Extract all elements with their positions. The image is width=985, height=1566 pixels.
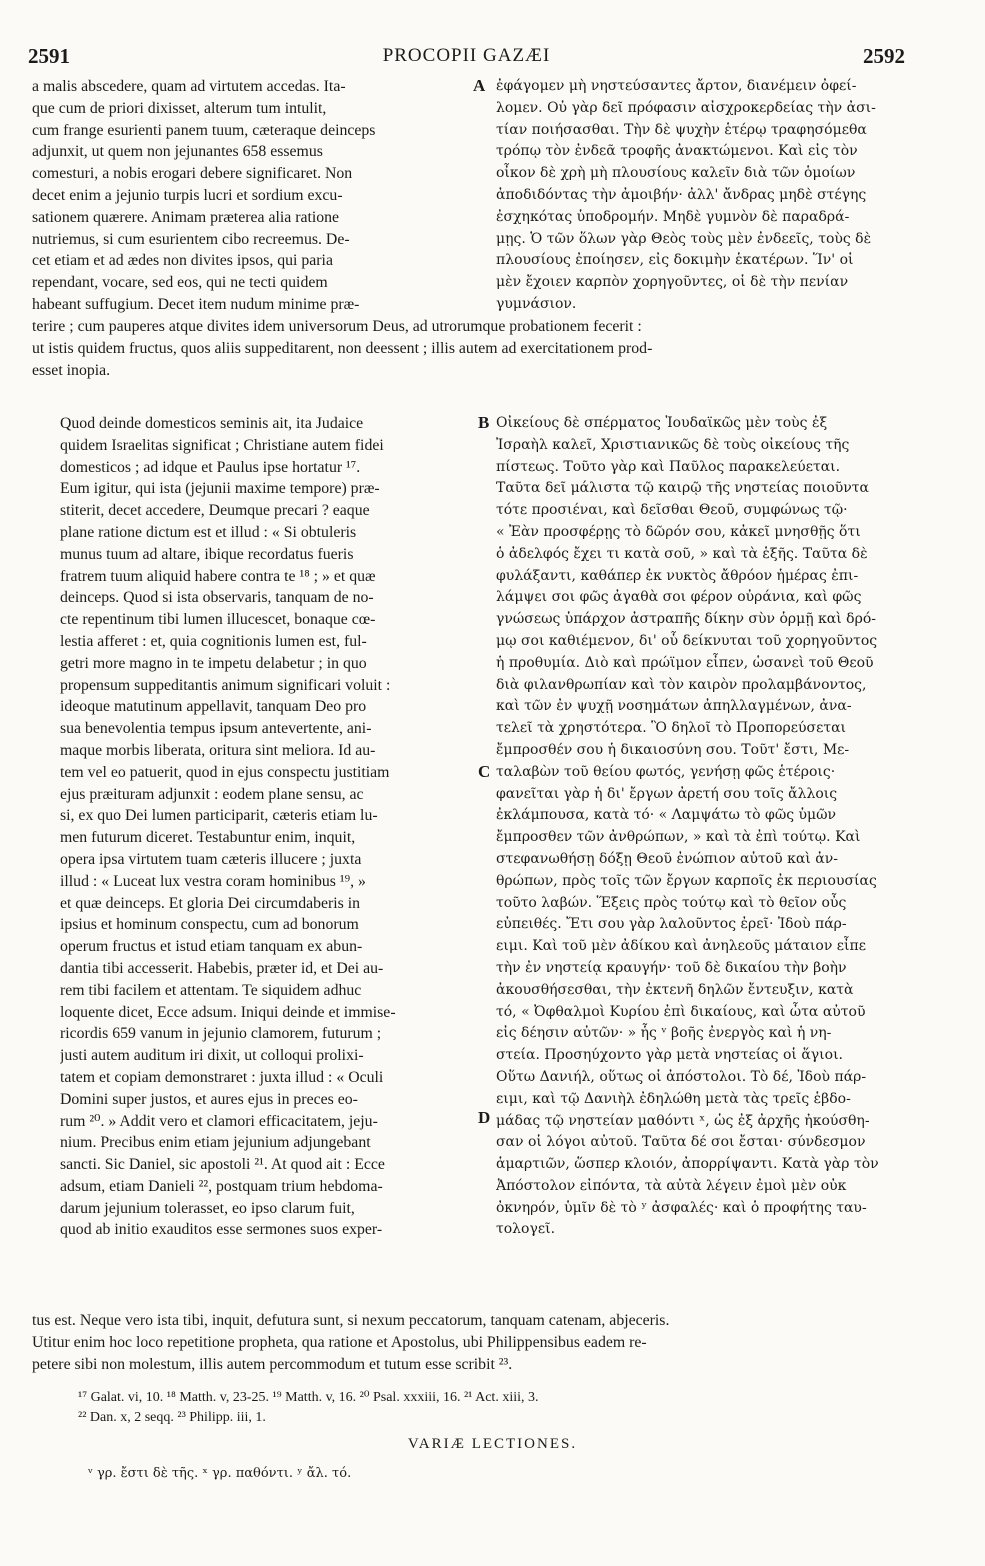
latin-line: ipsius et hominum conspectu, cum ad bonorum (60, 916, 359, 934)
greek-line: « Ἐὰν προσφέρῃς τὸ δῶρόν σου, κἀκεῖ μνησθῇς ὅτι (496, 523, 861, 540)
latin-full-width-upper (32, 316, 905, 381)
greek-line: ἀποδιδόντας τὴν ἀμοιβήν· ἀλλ' ἄνδρας μηδὲ στέγης (496, 186, 867, 203)
greek-line: Οὕτω Δανιήλ, οὕτως οἱ ἀπόστολοι. Τὸ δέ, Ἰδοὺ πάρ- (496, 1068, 867, 1085)
page-number-right: 2592 (863, 44, 905, 68)
running-title: PROCOPII GAZÆI (382, 45, 551, 66)
greek-line: τρόπῳ τὸν ἐνδεᾶ τροφῆς ἀνακτώμενοι. Καὶ εἰς τὸν (496, 143, 858, 160)
column-marker-b: B (478, 413, 490, 432)
greek-line: φανεῖται γὰρ ἡ δι' ἔργων ἀρετή σου τοῖς ἄλλοις (496, 785, 838, 802)
column-marker-a: A (473, 76, 486, 95)
latin-line: rem tibi facilem et attentam. Te siquidem adhuc (60, 981, 362, 999)
greek-line: στεφανωθήσῃ δόξῃ Θεοῦ ἐνώπιον αὐτοῦ καὶ ἀν- (496, 850, 838, 867)
greek-line: γυμνάσιον. (496, 295, 577, 312)
variae-lectiones-title: VARIÆ LECTIONES. (407, 1436, 578, 1452)
greek-line: μῳ σοι καθιέμενον, δι' οὗ δείκνυται τοῦ χορηγοῦντος (496, 632, 878, 649)
page-header (28, 44, 905, 68)
latin-line: adsum, etiam Danieli ²², postquam trium hebdoma- (60, 1177, 383, 1195)
latin-line: illud : « Luceat lux vestra coram hominibus ¹⁹, » (60, 872, 366, 890)
greek-line: οἶκον δὲ χρὴ μὴ πλουσίους καλεῖν διὰ τῶν ὁμοίων (496, 165, 856, 182)
variae-lectiones: ᵛ γρ. ἔστι δὲ τῆς. ˣ γρ. παθόντι. ʸ ἄλ. τό. (88, 1466, 352, 1481)
greek-line: ἔμπροσθεν τῶν ἀνθρώπων, » καὶ τὰ ἐπὶ τούτῳ. Καὶ (496, 829, 861, 846)
greek-line: τό, « Ὀφθαλμοὶ Κυρίου ἐπὶ δικαίους, καὶ ὦτα αὐτοῦ (496, 1003, 866, 1020)
latin-line: petere sibi non molestum, illis autem percommodum et tutum esse scribit ²³. (32, 1355, 513, 1373)
greek-line: ὁ ἀδελφός ἔχει τι κατὰ σοῦ, » καὶ τὰ ἑξῆς. Ταῦτα δὲ (496, 545, 868, 562)
latin-line: ideoque matutinum appellavit, tanquam Deo pro (60, 698, 367, 716)
latin-line: adjunxit, ut quem non jejunantes 658 essemus (32, 143, 323, 161)
latin-line: deinceps. Quod si ista observaris, tanquam de no- (60, 589, 374, 607)
greek-line: πλουσίους ἐποίησεν, εἰς δοκιμὴν ἑκατέρων. Ἵν' οἱ (496, 252, 854, 269)
latin-line: quidem Israelitas significat ; Christiane autem fidei (60, 436, 384, 454)
greek-line: ὀκνηρόν, ὑμῖν δὲ τὸ ʸ ἀσφαλές· καὶ ὁ προφήτης ταυ- (496, 1199, 867, 1216)
greek-line: σαν οἱ λόγοι αὐτοῦ. Ταῦτα δέ σοι ἔσται· σύνδεσμον (496, 1134, 866, 1151)
latin-line: esset inopia. (32, 361, 111, 379)
latin-line: ut istis quidem fructus, quos aliis suppeditarent, non deessent ; illis autem ad exercitationem prod- (32, 339, 653, 357)
greek-line: φυλάξαντι, καθάπερ ἐκ νυκτὸς ἄθρόον ἡμέρας ἐπι- (496, 567, 859, 584)
greek-line: τίαν ποιήσασθαι. Τὴν δὲ ψυχὴν ἑτέρῳ τραφησόμεθα (496, 121, 867, 138)
greek-line: λομεν. Οὐ γὰρ δεῖ πρόφασιν αἰσχροκερδείας τὴν ἀσι- (496, 99, 876, 116)
greek-line: ἡ προθυμία. Διὸ καὶ πρώϊμον εἶπεν, ὡσανεὶ τοῦ Θεοῦ (496, 654, 874, 671)
latin-line: plane ratione dictum est et illud : « Si obtuleris (60, 523, 357, 541)
latin-line: munus tuum ad altare, ibique recordatus fueris (60, 545, 354, 563)
column-marker-c: C (478, 762, 491, 781)
greek-line: ἐφάγομεν μὴ νηστεύσαντες ἄρτον, διανέμειν ὀφεί- (496, 78, 857, 94)
greek-line: Ταῦτα δεῖ μάλιστα τῷ καιρῷ τῆς νηστείας ποιοῦντα (496, 480, 869, 497)
latin-line: ejus præituram adjunxit : eodem plane sensu, ac (60, 785, 364, 803)
greek-line: εὐπειθές. Ἔτι σου γὰρ λαλοῦντος ἐρεῖ· Ἰδοὺ πάρ- (496, 916, 847, 933)
greek-line: καὶ τῶν ἐν ψυχῇ νοσημάτων ἀπηλλαγμένων, ἀνα- (496, 698, 852, 715)
latin-line: cte repentinum tibi lumen illucescet, bonaque cœ- (60, 611, 376, 629)
greek-line: μῃς. Ὁ τῶν ὅλων γὰρ Θεὸς τοὺς μὲν ἐνδεεῖς, τοὺς δὲ (496, 230, 872, 247)
latin-full-width-lower (32, 1310, 905, 1375)
greek-line: Ἰσραὴλ καλεῖ, Χριστιανικῶς δὲ τοὺς οἰκείους τῆς (496, 436, 850, 453)
latin-line: habeant suffugium. Decet item nudum minime præ- (32, 295, 360, 313)
greek-column-upper (496, 76, 906, 316)
greek-line: μὲν ἔχοιεν καρπὸν χορηγοῦντες, οἱ δὲ τὴν πενίαν (496, 274, 849, 291)
latin-line: comesturi, a nobis erogari debere significaret. Non (32, 165, 353, 183)
latin-line: rum ²⁰. » Addit vero et clamori efficacitatem, jeju- (60, 1112, 378, 1130)
latin-line: tem vel eo patuerit, quod in ejus conspectu justitiam (60, 763, 390, 781)
column-marker-d: D (478, 1108, 491, 1127)
latin-column-main (60, 413, 470, 1241)
latin-line: maque morbis liberata, oritura sint meliora. Id au- (60, 741, 376, 759)
latin-line: domesticos ; ad idque et Paulus ipse hortatur ¹⁷. (60, 458, 361, 476)
latin-line: loquente dicet, Ecce adsum. Iniqui deinde et immise- (60, 1003, 396, 1021)
latin-line: sancti. Sic Daniel, sic apostoli ²¹. At quod ait : Ecce (60, 1156, 385, 1174)
greek-line: τὴν ἐν νηστείᾳ κραυγήν· τοῦ δὲ δικαίου τὴν βοὴν (496, 959, 847, 976)
latin-line: rependant, vocare, sed eos, qui ne tecti quidem (32, 274, 328, 292)
latin-line: nium. Precibus enim etiam jejunium adjungebant (60, 1134, 371, 1152)
greek-line: τοῦτο λαβών. Ἕξεις πρὸς τούτῳ καὶ τὸ θεῖον οὖς (496, 894, 847, 911)
greek-line: θρώπων, πρὸς τοῖς τῶν ἔργων καρποῖς ἐκ περιουσίας (496, 872, 877, 889)
greek-line: Ἀπόστολον εἰπόντα, τὰ αὐτὰ λέγειν ἐμοὶ μὲν οὐκ (496, 1177, 847, 1194)
greek-line: εἰς δέησιν αὐτῶν· » ἧς ᵛ βοῆς ἐνεργὸς καὶ ἡ νη- (496, 1025, 832, 1042)
latin-line: que cum de priori dixisset, alterum tum intulit, (32, 99, 327, 117)
greek-line: τότε προσιέναι, καὶ δεῖσθαι Θεοῦ, συμφώνως τῷ· (496, 502, 848, 519)
greek-line: ἁμαρτιῶν, ὥσπερ κλοιόν, ἀπορρίψαντι. Κατὰ γὰρ τὸν (496, 1156, 879, 1173)
greek-line: ἐσχηκότας ὑποδρομήν. Μηδὲ γυμνὸν δὲ παραδρά- (496, 208, 850, 225)
greek-line: ειμι, καὶ τῷ Δανιὴλ ἐδηλώθη μετὰ τὰς τρεῖς ἑβδο- (496, 1090, 851, 1107)
latin-line: men futurum diceret. Testabuntur enim, inquit, (60, 829, 356, 847)
greek-column-main (496, 413, 908, 1241)
greek-line: Οἰκείους δὲ σπέρματος Ἰουδαϊκῶς μὲν τοὺς ἐξ (496, 415, 828, 431)
latin-line: justi autem auditum iri dixit, ut colloqui prolixi- (60, 1047, 364, 1065)
page-number-left: 2591 (28, 44, 70, 68)
greek-line: ἔμπροσθέν σου ἡ δικαιοσύνη σου. Τοῦτ' ἔστι, Με- (496, 741, 850, 758)
latin-line: propensum suppeditantis animum significari voluit : (60, 676, 391, 694)
latin-line: sationem quærere. Animam præterea alia ratione (32, 208, 340, 226)
latin-line: stiterit, decet accedere, Deumque precari ? eaque (60, 502, 370, 520)
greek-line: ειμι. Καὶ τοῦ μὲν ἀδίκου καὶ ἀνηλεοῦς μάταιον εἶπε (496, 938, 866, 955)
latin-line: a malis abscedere, quam ad virtutem accedas. Ita- (32, 78, 346, 95)
greek-line: διὰ φιλανθρωπίαν καὶ τὸν καιρὸν προλαμβάνοντος, (496, 676, 867, 693)
greek-line: πίστεως. Τοῦτο γὰρ καὶ Παῦλος παρακελεύεται. (496, 458, 841, 475)
footnotes (78, 1388, 905, 1428)
latin-column-upper (32, 76, 468, 316)
greek-line: ἐκλάμπουσα, κατὰ τό· « Λαμψάτω τὸ φῶς ὑμῶν (496, 807, 837, 824)
greek-line: γνώσεως ὑπάρχον ἀστραπῆς δίκην σὺν ὁρμῇ καὶ δρό- (496, 611, 877, 628)
footnote-line: ¹⁷ Galat. vi, 10. ¹⁸ Matth. v, 23-25. ¹⁹ Matth. v, 16. ²⁰ Psal. xxxiii, 16. ²¹ Act. xiii, 3. (78, 1390, 539, 1405)
latin-line: ricordis 659 vanum in jejunio clamorem, futurum ; (60, 1025, 382, 1043)
latin-line: Quod deinde domesticos seminis ait, ita Judaice (60, 415, 364, 432)
latin-line: si, ex quo Dei lumen participarit, cæteris etiam lu- (60, 807, 378, 825)
latin-line: tus est. Neque vero ista tibi, inquit, defutura sunt, si nexum peccatorum, tanquam catenam, abjeceris. (32, 1312, 670, 1329)
latin-line: decet enim a jejunio turpis lucri et sordium excu- (32, 186, 343, 204)
latin-line: Domini super justos, et aures ejus in preces eo- (60, 1090, 358, 1108)
greek-line: ταλαβὼν τοῦ θείου φωτός, γενήσῃ φῶς ἑτέροις· (496, 763, 836, 780)
latin-line: fratrem tuum aliquid habere contra te ¹⁸ ; » et quæ (60, 567, 376, 585)
latin-line: lestia afferet : et, quia cognitionis lumen est, ful- (60, 632, 367, 650)
latin-line: dantia tibi accesserit. Habebis, præter id, et Dei au- (60, 959, 384, 977)
latin-line: Eum igitur, qui ista (jejunii maxime tempore) præ- (60, 480, 380, 498)
greek-line: μάδας τῷ νηστείαν μαθόντι ˣ, ὡς ἐξ ἀρχῆς ἠκούσθη- (496, 1112, 870, 1129)
greek-line: τελεῖ τὰ χρηστότερα. Ὃ δηλοῖ τὸ Προπορεύσεται (496, 720, 847, 737)
latin-line: opera ipsa virtutem tuam cæteris illucere ; juxta (60, 850, 362, 868)
latin-line: tatem et copiam demonstraret : juxta illud : « Oculi (60, 1068, 384, 1086)
footnote-line: ²² Dan. x, 2 seqq. ²³ Philipp. iii, 1. (78, 1410, 266, 1425)
latin-line: darum jejunium tolerasset, eo ipso clarum fuit, (60, 1199, 355, 1217)
latin-line: terire ; cum pauperes atque divites idem universorum Deus, ad utrorumque probationem fecerit : (32, 318, 642, 335)
greek-line: τολογεῖ. (496, 1221, 556, 1238)
latin-line: cet etiam et ad ædes non divites ipsos, qui paria (32, 252, 333, 270)
latin-line: cum frange esurienti panem tuum, cæteraque deinceps (32, 121, 376, 139)
latin-line: et quæ deinceps. Et gloria Dei circumdaberis in (60, 894, 361, 912)
latin-line: sua benevolentia tempus ipsum antevertente, ani- (60, 720, 372, 738)
greek-line: ἀκουσθήσεσθαι, τὴν ἐκτενῆ δηλῶν ἔντευξιν, κατὰ (496, 981, 854, 998)
latin-line: quod ab initio exauditos esse sermones suos exper- (60, 1221, 383, 1239)
latin-line: nutriemus, si cum esurientem cibo recreemus. De- (32, 230, 350, 248)
greek-line: στεία. Προσηύχοντο γὰρ μετὰ νηστείας οἱ ἅγιοι. (496, 1047, 844, 1064)
greek-line: λάμψει σοι φῶς ἀγαθὰ σοι φέρον οὐράνια, καὶ φῶς (496, 589, 862, 606)
latin-line: Utitur enim hoc loco repetitione propheta, qua ratione et Apostolus, ubi Philippensibus eadem re- (32, 1333, 647, 1351)
latin-line: getri more magno in te impetu delabetur ; in quo (60, 654, 367, 672)
latin-line: operum fructus et istud etiam tanquam ex abun- (60, 938, 363, 956)
